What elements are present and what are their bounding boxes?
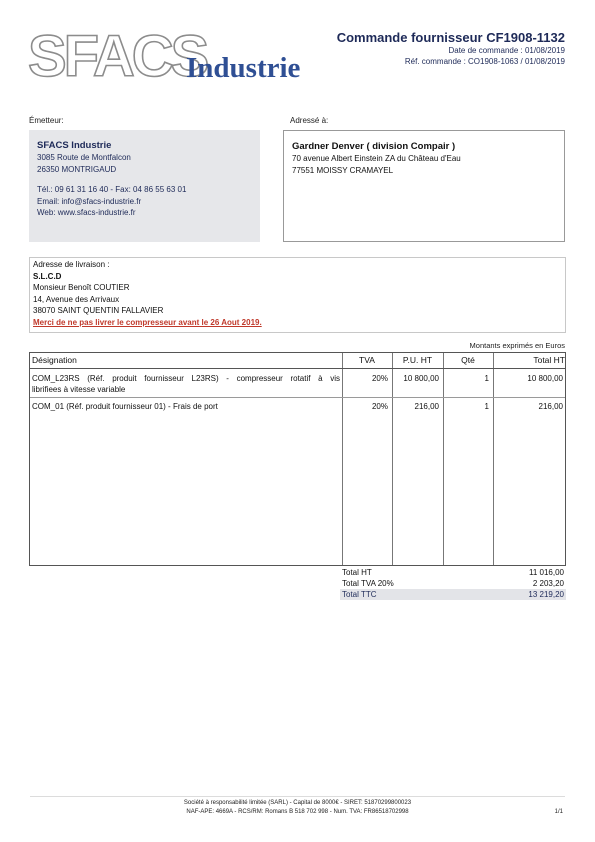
logo-industrie-text: Industrie — [186, 52, 301, 84]
emetteur-name: SFACS Industrie — [37, 140, 112, 151]
total-ttc-row — [340, 589, 566, 600]
row2-qte: 1 — [484, 402, 489, 411]
row2-designation: COM_01 (Réf. produit fournisseur 01) - Frais de port — [32, 402, 218, 411]
total-ht-row — [340, 567, 566, 578]
delivery-city: 38070 SAINT QUENTIN FALLAVIER — [33, 306, 164, 315]
col-total-ht: Total HT — [533, 355, 565, 365]
total-tva-value: 2 203,20 — [532, 579, 564, 588]
emetteur-address-line1: 3085 Route de Montfalcon — [37, 153, 131, 162]
delivery-note: Merci de ne pas livrer le compresseur avant le 26 Aout 2019. — [33, 317, 262, 327]
emetteur-panel — [29, 130, 260, 242]
row2-total: 216,00 — [538, 402, 563, 411]
col-tva: TVA — [359, 355, 375, 365]
row1-qte: 1 — [484, 374, 489, 383]
order-lines-table — [29, 352, 566, 566]
delivery-company: S.L.C.D — [33, 271, 62, 281]
footer-divider — [30, 796, 565, 797]
total-ht-label: Total HT — [342, 568, 372, 577]
delivery-label: Adresse de livraison : — [33, 260, 110, 269]
total-ttc-value: 13 219,20 — [528, 590, 564, 599]
total-ttc-label: Total TTC — [342, 590, 377, 599]
order-date: Date de commande : 01/08/2019 — [448, 46, 565, 55]
row1-pu: 10 800,00 — [403, 374, 439, 383]
delivery-street: 14, Avenue des Arrivaux — [33, 294, 120, 304]
delivery-address-panel — [29, 257, 566, 333]
emetteur-web: Web: www.sfacs-industrie.fr — [37, 208, 136, 218]
footer-legal-line1: Société à responsabilité limitée (SARL) - Capital de 8000€ - SIRET: 51870299800023 — [183, 800, 412, 806]
table-header — [30, 353, 565, 369]
row1-designation-line2: librifiees à vitesse variable — [32, 385, 126, 394]
emetteur-address-line2: 26350 MONTRIGAUD — [37, 164, 117, 174]
col-qte: Qté — [461, 355, 475, 365]
order-reference: Réf. commande : CO1908-1063 / 01/08/2019 — [404, 57, 565, 66]
logo-sfacs-text: SFACS — [28, 24, 207, 89]
total-ht-value: 11 016,00 — [529, 568, 564, 577]
row1-tva: 20% — [371, 374, 388, 383]
adresse-name: Gardner Denver ( division Compair ) — [292, 141, 456, 152]
total-tva-row — [340, 578, 566, 589]
emetteur-email: Email: info@sfacs-industrie.fr — [37, 196, 142, 206]
footer-legal-line2: NAF-APE: 4669A - RCS/RM: Romans B 518 702 998 - Num. TVA: FR86518702998 — [186, 809, 409, 815]
total-tva-label: Total TVA 20% — [342, 579, 394, 588]
row2-tva: 20% — [371, 402, 388, 411]
row2-pu: 216,00 — [414, 402, 439, 411]
company-logo — [28, 24, 313, 90]
page-number: 1/1 — [554, 809, 563, 815]
adresse-label: Adressé à: — [290, 116, 329, 125]
row1-total: 10 800,00 — [527, 374, 563, 383]
col-pu-ht: P.U. HT — [402, 355, 433, 365]
document-title: Commande fournisseur CF1908-1132 — [336, 30, 565, 45]
emetteur-label: Émetteur: — [29, 116, 64, 125]
adresse-address-line2: 77551 MOISSY CRAMAYEL — [292, 165, 394, 175]
col-designation: Désignation — [32, 355, 77, 365]
adresse-panel — [283, 130, 565, 242]
delivery-contact: Monsieur Benoît COUTIER — [33, 283, 130, 292]
adresse-address-line1: 70 avenue Albert Einstein ZA du Château d'Eau — [292, 154, 461, 163]
row1-designation-line1: COM_L23RS (Réf. produit fournisseur L23RS) - compresseur rotatif à vis — [32, 374, 340, 383]
currency-note: Montants exprimés en Euros — [469, 341, 565, 350]
emetteur-phone: Tél.: 09 61 31 16 40 - Fax: 04 86 55 63 01 — [37, 185, 187, 195]
